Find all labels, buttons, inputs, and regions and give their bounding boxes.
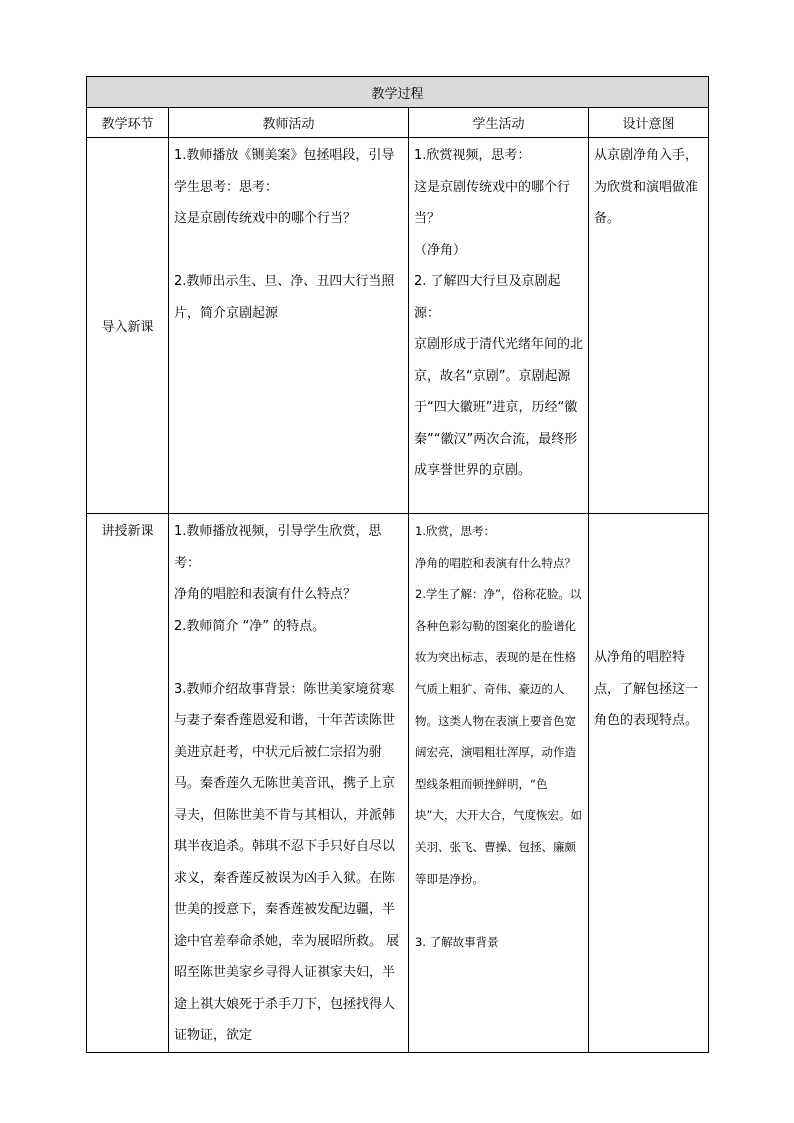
table-header-row xyxy=(87,108,709,138)
stage-cell xyxy=(87,514,169,1053)
teacher-step-1: 1.教师播放《铡美案》包拯唱段，引导学生思考：思考： xyxy=(174,148,395,195)
student-step-2: 2.学生了解：净”，俗称花脸。以各种色彩勾勒的图案化的脸谱化妆为突出标志，表现的是在性格气质上粗犷、奇伟、豪迈的人物。这类人物在表演上要音色宽阔宏亮，演唱粗壮浑厚，动作造型线条粗而顿挫鲜明，“色块”大，大开大合，气度恢宏。如关羽、张飞、曹操、包拯、廉颇等即是净扮。 xyxy=(415,587,582,886)
teacher-step-2: 2.教师出示生、旦、净、丑四大行当照片，简介京剧起源 xyxy=(174,274,395,321)
teacher-story-background: 3.教师介绍故事背景：陈世美家境贫寒与妻子秦香莲恩爱和谐，十年苦读陈世美进京赶考，中状元后被仁宗招为驸马。秦香莲久无陈世美音讯，携子上京寻夫，但陈世美不肯与其相认，并派韩琪半夜追杀。韩琪不忍下手只好自尽以求义，秦香莲反被误为凶手入狱。在陈世美的授意下，秦香莲被发配边疆，半途中官差奉命杀她，幸为展昭所救。 展昭至陈世美家乡寻得人证祺家夫妇，半途上祺大娘死于杀手刀下，包拯找得人证物证，欲定 xyxy=(174,681,400,1043)
stage-label: 讲授新课 xyxy=(101,524,154,539)
student-origin-text: 京剧形成于清代光绪年间的北京，故名“京剧”。京剧起源于“四大徽班”进京，历经“徽秦”“徽汉”两次合流，最终形成享誉世界的京剧。 xyxy=(414,337,584,478)
student-step-2: 2. 了解四大行旦及京剧起源： xyxy=(414,274,561,321)
design-intent-text: 从净角的唱腔特点，了解包拯这一角色的表现特点。 xyxy=(594,650,699,728)
table-row xyxy=(87,138,709,514)
teacher-question: 净角的唱腔和表演有什么特点？ xyxy=(174,587,357,602)
stage-label: 导入新课 xyxy=(101,320,154,335)
teacher-activity-cell xyxy=(169,138,409,514)
student-activity-cell xyxy=(409,514,589,1053)
student-question: 这是京剧传统戏中的哪个行当？ xyxy=(414,179,571,226)
table-title-row xyxy=(87,77,709,108)
table-title: 教学过程 xyxy=(87,77,709,108)
teaching-process-table xyxy=(86,76,709,1053)
student-step-1: 1.欣赏，思考： xyxy=(415,524,495,538)
header-design-intent: 设计意图 xyxy=(589,108,709,138)
student-step-1: 1.欣赏视频，思考： xyxy=(414,148,531,163)
design-intent-cell xyxy=(589,138,709,514)
student-activity-cell xyxy=(409,138,589,514)
teacher-step-2: 2.教师简介 “净” 的特点。 xyxy=(174,618,326,634)
stage-cell xyxy=(87,138,169,514)
header-teacher-activity: 教师活动 xyxy=(169,108,409,138)
design-intent-cell xyxy=(589,514,709,1053)
header-stage: 教学环节 xyxy=(87,108,169,138)
teacher-question: 这是京剧传统戏中的哪个行当？ xyxy=(174,211,357,226)
header-student-activity: 学生活动 xyxy=(409,108,589,138)
teacher-step-1: 1.教师播放视频，引导学生欣赏，思考： xyxy=(174,524,382,571)
table-row xyxy=(87,514,709,1053)
student-question: 净角的唱腔和表演有什么特点？ xyxy=(415,555,576,570)
student-step-3: 3. 了解故事背景 xyxy=(415,934,499,949)
student-answer: （净角） xyxy=(414,242,467,258)
teacher-activity-cell xyxy=(169,514,409,1053)
design-intent-text: 从京剧净角入手，为欣赏和演唱做准备。 xyxy=(594,148,699,226)
